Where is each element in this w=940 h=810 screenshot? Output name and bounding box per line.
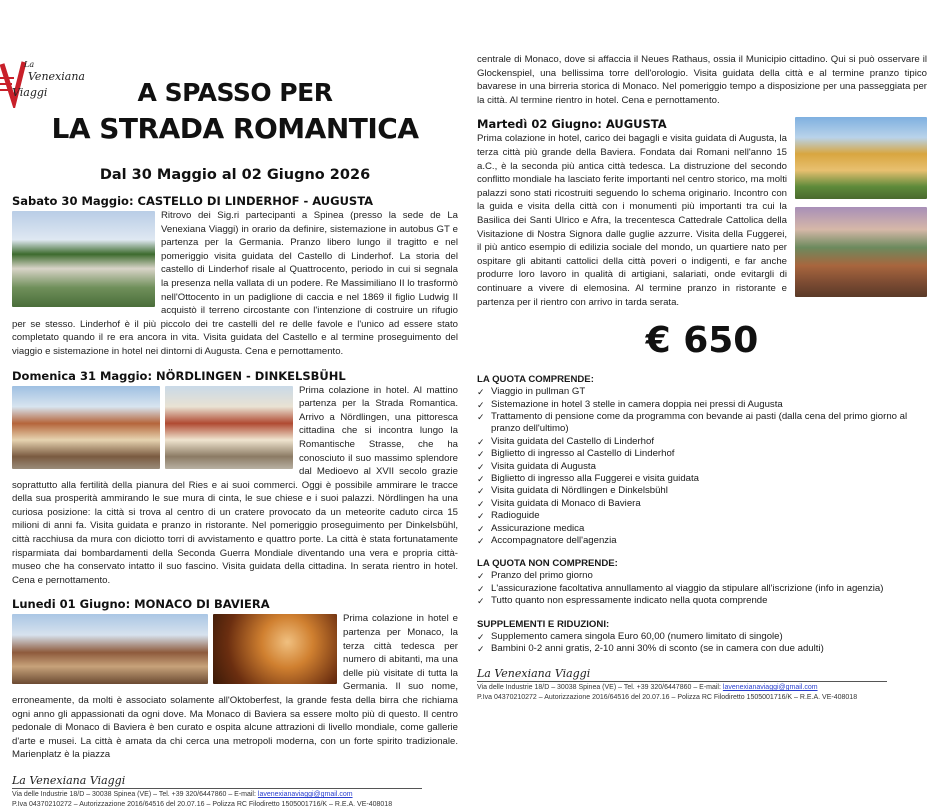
list-item-text: Visita guidata di Monaco di Baviera xyxy=(491,497,641,509)
list-item-text: Accompagnatore dell'agenzia xyxy=(491,534,617,546)
list-item-text: Visita guidata di Nördlingen e Dinkelsbühl xyxy=(491,485,668,497)
footer-signature: La Venexiana Viaggi xyxy=(477,667,591,681)
list-item-text: Biglietto di ingresso alla Fuggerei e visita guidata xyxy=(491,472,699,484)
day-2-section xyxy=(12,369,458,588)
list-item-text: Assicurazione medica xyxy=(491,522,585,534)
price: € 650 xyxy=(645,320,759,362)
linderhof-castle-image xyxy=(12,211,155,307)
day-3-section xyxy=(12,597,458,762)
list-item xyxy=(477,583,927,595)
day-4-heading: Martedì 02 Giugno: AUGUSTA xyxy=(477,117,667,132)
check-icon: ✓ xyxy=(477,644,485,654)
check-icon: ✓ xyxy=(477,571,485,582)
check-icon: ✓ xyxy=(477,486,485,497)
list-item-text: Supplemento camera singola Euro 60,00 (numero limitato di singole) xyxy=(491,630,783,642)
supplements-list xyxy=(477,631,927,656)
check-icon: ✓ xyxy=(477,498,485,509)
day-1-text: Ritrovo dei Sig.ri partecipanti a Spinea (presso la sede de La Venexiana Viaggi) in orario da definire, sistemazione in autobus GT e partenza per la Germania. Pranzo libero lungo il tragitto e nel pomeriggio visita guidata del Castello di Linderhof. La storia del castello di Linderhof risale al Quattrocento, periodo in cui si segnala la presenza nella vallata di un podere. Re Massimiliano II lo trasformò nell'Ottocento in un padiglione di caccia e nel 1869 il figlio Ludwig II acquistò il terreno circostante con l'intenzione di costruire un rifugio per se stesso. Linderhof è il più piccolo dei tre castelli del re delle favole e l'unico ad essere stato completato quando il re era ancora in vita. Visita guidata del Castello e al termine proseguimento del viaggio e sistemazione in hotel nei dintorni di Augusta. Cena e pernottamento. xyxy=(12,210,458,357)
day-2-heading: Domenica 31 Maggio: NÖRDLINGEN - DINKELSBÜHL xyxy=(12,368,346,383)
excludes-list xyxy=(477,570,927,607)
check-icon: ✓ xyxy=(477,583,485,594)
page-left xyxy=(0,44,470,810)
munich-panorama-image xyxy=(12,614,208,684)
list-item-text: L'assicurazione facoltativa annullamento al viaggio da stipulare all'iscrizione (info in agenzia) xyxy=(491,582,884,594)
list-item-text: Radioguide xyxy=(491,510,540,522)
fuggerei-image xyxy=(795,117,927,199)
list-item xyxy=(477,570,927,582)
header xyxy=(12,44,458,194)
oktoberfest-image xyxy=(213,614,337,684)
list-item-text: Biglietto di ingresso al Castello di Linderhof xyxy=(491,448,675,460)
list-item xyxy=(477,485,927,497)
email-link[interactable]: lavenexianaviaggi@gmail.com xyxy=(722,684,818,692)
supplements-section: SUPPLEMENTI E RIDUZIONI: ✓ Supplemento camera singola Euro 60,00 (numero limitato di singole) ✓ Bambini 0-2 anni gratis, 2-10 anni 30% di sconto (se in camera con due adulti) xyxy=(477,618,927,656)
augsburg-city-image xyxy=(795,207,927,297)
list-item xyxy=(477,631,927,643)
list-item-text: Trattamento di pensione come da programma con bevande ai pasti (dalla cena del primo giorno al pranzo dell'ultimo) xyxy=(491,410,908,435)
list-item-text: Tutto quanto non espressamente indicato nella quota comprende xyxy=(491,595,768,607)
list-item xyxy=(477,523,927,535)
day-1-section xyxy=(12,194,458,359)
list-item xyxy=(477,436,927,448)
check-icon: ✓ xyxy=(477,461,485,472)
list-item-text: Pranzo del primo giorno xyxy=(491,570,593,582)
list-item-text: Bambini 0-2 anni gratis, 2-10 anni 30% di sconto (se in camera con due adulti) xyxy=(491,643,824,654)
list-item xyxy=(477,535,927,547)
footer-info: Via delle Industrie 18/D – 30038 Spinea (VE) – Tel. +39 320/6447860 – E-mail: lavenexianaviaggi@gmail.com P.Iva 04370210272 – Autorizzazione 2016/64516 del 20.07.16 – Polizza RC Filodiretto 1505001716/K – R.E.A. VE-408018 xyxy=(477,681,887,703)
check-icon: ✓ xyxy=(477,473,485,484)
footer xyxy=(12,774,458,810)
trip-dates: Dal 30 Maggio al 02 Giugno 2026 xyxy=(99,167,371,183)
day-2-text: Prima colazione in hotel. Al mattino partenza per la Strada Romantica. Arrivo a Nördlingen, una pittoresca cittadina che si incontra lungo la Romantische Strasse, che ha conosciuto il suo massimo splendore dal Medioevo al XVII secolo grazie soprattutto alla fertilità della pianura del Ries e ai suoi commerci. Oggi è possibile ammirare le tracce della sua prosperità ammirando le sue mura di cinta, le sue chiese e i suoi palazzi. Nördlingen ha una curiosa posizione: la città si trova al centro di un cratere provocato da un meteorite caduto circa 15 milioni di anni fa. Visita guidata e pranzo in ristorante. Nel pomeriggio proseguimento per Dinkelsbühl, città racchiusa da mura con diciotto torri di avvistamento e quattro porte. La città è stata fortunatamente risparmiata dai bombardamenti della Seconda Guerra Mondiale diventando una vera e propria città-museo che ha conservato intatto il suo fascino. Visita guidata della cittadina. In serata rientro in hotel. Cena e pernottamento. xyxy=(12,384,458,586)
includes-list xyxy=(477,386,927,547)
list-item xyxy=(477,643,927,655)
check-icon: ✓ xyxy=(477,535,485,546)
list-item xyxy=(477,510,927,522)
day-4-images xyxy=(795,117,927,297)
list-item-text: Visita guidata di Augusta xyxy=(491,460,596,472)
list-item-text: Sistemazione in hotel 3 stelle in camera doppia nei pressi di Augusta xyxy=(491,398,783,410)
list-item xyxy=(477,399,927,411)
logo: La Venexiana Viaggi xyxy=(0,58,90,108)
check-icon: ✓ xyxy=(477,449,485,460)
day-3-heading: Lunedi 01 Giugno: MONACO DI BAVIERA xyxy=(12,597,270,612)
day-1-heading: Sabato 30 Maggio: CASTELLO DI LINDERHOF - AUGUSTA xyxy=(12,194,374,208)
list-item xyxy=(477,411,927,436)
check-icon: ✓ xyxy=(477,436,485,447)
check-icon: ✓ xyxy=(477,511,485,522)
check-icon: ✓ xyxy=(477,596,485,607)
list-item-text: Viaggio in pullman GT xyxy=(491,386,586,398)
list-item xyxy=(477,386,927,398)
footer-info: Via delle Industrie 18/D – 30038 Spinea (VE) – Tel. +39 320/6447860 – E-mail: lavenexianaviaggi@gmail.com P.Iva 04370210272 – Autorizzazione 2016/64516 del 20.07.16 – Polizza RC Filodiretto 1505001716/K – R.E.A. VE-408018 xyxy=(12,788,422,810)
day-3-text: Prima colazione in hotel e partenza per Monaco, la terza città tedesca per numero di abitanti, ma una delle più visitate di tutta la Germania. Il suo nome, erroneamente, da molti è associato solamente all'Oktoberfest, la grande festa della birra che richiama ogni anno gli appassionati da ogni dove. Ma Monaco di Baviera sa essere molto più di questo. Il centro pedonale di Monaco di Baviera è ben curato e ospita alcune attrazioni di livello mondiale, come gallerie d'arte e musei. La città è amata da chi cerca una metropoli moderna, con un forte spirito tradizionale. Marienplatz è la piazza xyxy=(12,613,458,761)
check-icon: ✓ xyxy=(477,387,485,398)
check-icon: ✓ xyxy=(477,399,485,410)
dinkelsbuhl-image xyxy=(165,386,293,469)
day-4-text: Prima colazione in hotel, carico dei bagagli e visita guidata di Augusta, la terza città più grande della Baviera. Fondata dai Romani nell'anno 15 a.C., è la seconda più antica città tedesca. La distruzione del secondo conflitto mondiale ha lasciato ferite importanti nel centro storico, ma molti palazzi sono stati ricostruiti seguendo lo schema originario. Incontro con la guida e visita della città con i monumenti più importanti tra cui la Basilica dei Santi Ulrico e Afra, la trecentesca Cattedrale Cattolica della Visitazione di Nostra Signora dalle guglie azzurre. Visita della Fuggerei, il più antico esempio di edilizia sociale del mondo, un quartiere nato per ospitare gli abitanti cattolici della città poveri o indigenti, e far anche produrre loro lavoro in qualità di artigiani, salariati, onde evitargli di continuare a vivere di elemosina. Al termine pranzo in ristorante e partenza per il rientro con arrivo in tarda serata. xyxy=(477,133,787,308)
day-3-text-continued: centrale di Monaco, dove si affaccia il Neues Rathaus, ossia il Municipio cittadino. Qui si può osservare il Glockenspiel, una bellissima torre dell'orologio. Visita guidata della città e al termine pranzo tipico bavarese in una birreria storica di Monaco. Nel pomeriggio tempo a disposizione per una passeggiata per la città. Al termine rientro in hotel. Cena e pernottamento. xyxy=(477,54,927,106)
check-icon: ✓ xyxy=(477,523,485,534)
includes-section: LA QUOTA COMPRENDE: ✓ Viaggio in pullman GT ✓ Sistemazione in hotel 3 stelle in camera doppia nei pressi di Augusta ✓ Trattamento di pensione come da programma con bevande ai pasti (dalla cena del primo giorno al pranzo dell'ultimo) ✓ Visita guidata del Castello di Linderhof ✓ Biglietto di ingresso al Castello di Linderhof ✓ Visita guidata di Augusta ✓ Biglietto di ingresso alla Fuggerei e visita guidata ✓ Visita guidata di Nördlingen e Dinkelsbühl ✓ Visita guidata di Monaco di Baviera ✓ Radioguide ✓ Assicurazione medica ✓ Accompagnatore dell'agenzia xyxy=(477,373,927,547)
list-item xyxy=(477,595,927,607)
list-item xyxy=(477,498,927,510)
title-line-2: LA STRADA ROMANTICA xyxy=(51,112,419,145)
nordlingen-image xyxy=(12,386,160,469)
page-right xyxy=(470,44,940,744)
footer xyxy=(477,667,927,703)
list-item xyxy=(477,473,927,485)
title-line-1: A SPASSO PER xyxy=(137,78,333,107)
list-item-text: Visita guidata del Castello di Linderhof xyxy=(491,435,655,447)
list-item xyxy=(477,461,927,473)
footer-signature: La Venexiana Viaggi xyxy=(12,773,126,787)
check-icon: ✓ xyxy=(477,631,485,642)
email-link[interactable]: lavenexianaviaggi@gmail.com xyxy=(257,790,353,798)
check-icon: ✓ xyxy=(477,411,485,422)
list-item xyxy=(477,448,927,460)
excludes-section: LA QUOTA NON COMPRENDE: ✓ Pranzo del primo giorno ✓ L'assicurazione facoltativa annullamento al viaggio da stipulare all'iscrizione (info in agenzia) ✓ Tutto quanto non espressamente indicato nella quota comprende xyxy=(477,557,927,607)
day-4-section xyxy=(477,117,927,309)
